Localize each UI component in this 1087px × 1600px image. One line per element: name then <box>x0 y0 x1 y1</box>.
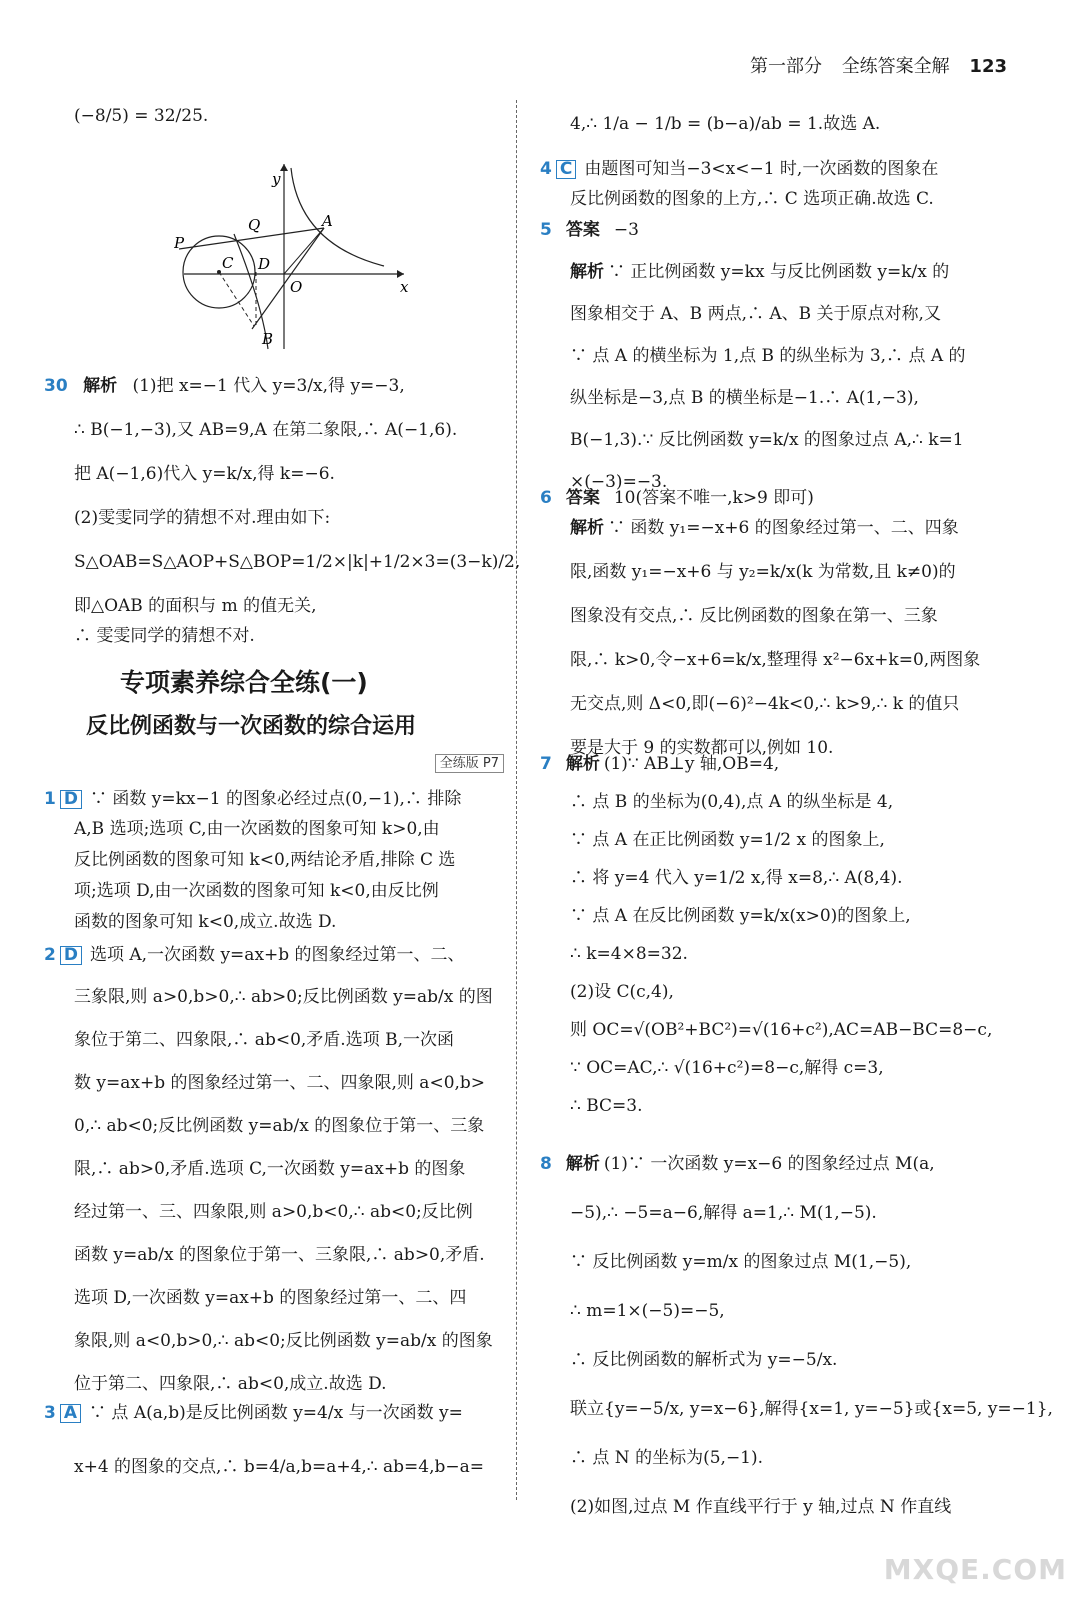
q2-line: 象位于第二、四象限,∴ ab<0,矛盾.选项 B,一次函 <box>74 1030 454 1050</box>
fig-y-label: y <box>272 170 281 188</box>
q2-line: 位于第二、四象限,∴ ab<0,成立.故选 D. <box>74 1374 387 1394</box>
q8-line: ∴ m=1×(−5)=−5, <box>570 1301 725 1321</box>
q2-line: 三象限,则 a>0,b>0,∴ ab>0;反比例函数 y=ab/x 的图 <box>74 987 493 1007</box>
header-section: 全练答案全解 <box>841 56 950 77</box>
q6-line: 无交点,则 Δ<0,即(−6)²−4k<0,∴ k>9,∴ k 的值只 <box>570 694 960 714</box>
q5-answer-tag: 答案 <box>565 220 600 240</box>
reference-tag: 全练版 P7 <box>435 754 504 771</box>
q7-analysis-tag: 解析 <box>565 754 600 774</box>
q2-line: 经过第一、三、四象限,则 a>0,b<0,∴ ab<0;反比例 <box>74 1202 473 1222</box>
q6-analysis-tag: 解析 <box>570 518 604 538</box>
q5-line-1 <box>540 264 949 281</box>
q7-line: ∵ 点 A 在反比例函数 y=k/x(x>0)的图象上, <box>570 906 911 926</box>
q6-line: 限,函数 y₁=−x+6 与 y₂=k/x(k 为常数,且 k≠0)的 <box>570 562 956 582</box>
q8-number: 8 <box>540 1154 552 1174</box>
q5-number: 5 <box>540 220 552 240</box>
q7-line: ∴ 将 y=4 代入 y=1/2 x,得 x=8,∴ A(8,4). <box>570 868 903 888</box>
q7-line: ∵ 点 A 在正比例函数 y=1/2 x 的图象上, <box>570 830 885 850</box>
q7-number: 7 <box>540 754 552 774</box>
q2-line: 象限,则 a<0,b>0,∴ ab<0;反比例函数 y=ab/x 的图象 <box>74 1331 493 1351</box>
q7-line: (2)设 C(c,4), <box>570 982 674 1002</box>
q8-line: ∴ 点 N 的坐标为(5,−1). <box>570 1448 764 1468</box>
q6-line: 图象没有交点,∴ 反比例函数的图象在第一、三象 <box>570 606 938 626</box>
fig-o-label: O <box>290 278 303 296</box>
q8-line: ∴ 反比例函数的解析式为 y=−5/x. <box>570 1350 838 1370</box>
section-title: 专项素养综合全练(一) <box>120 668 368 697</box>
q1-line: 函数的图象可知 k<0,成立.故选 D. <box>74 912 337 932</box>
q5-answer-line <box>540 222 639 239</box>
q5-line: ×(−3)=−3. <box>570 472 668 492</box>
fig-b-label: B <box>262 330 274 348</box>
q6-text: ∵ 函数 y₁=−x+6 的图象经过第一、二、四象 <box>608 518 959 538</box>
q7-line: ∵ OC=AC,∴ √(16+c²)=8−c,解得 c=3, <box>570 1058 884 1078</box>
q8-analysis-tag: 解析 <box>565 1154 600 1174</box>
q1-text: ∵ 函数 y=kx−1 的图象必经过点(0,−1),∴ 排除 <box>89 789 462 809</box>
q7-line: ∴ k=4×8=32. <box>570 944 688 964</box>
q1-line: 反比例函数的图象可知 k<0,两结论矛盾,排除 C 选 <box>74 850 456 870</box>
q7-line-1 <box>540 756 779 773</box>
q5-line: ∵ 点 A 的横坐标为 1,点 B 的纵坐标为 3,∴ 点 A 的 <box>570 346 966 366</box>
q2-line: 0,∴ ab<0;反比例函数 y=ab/x 的图象位于第一、三象 <box>74 1116 485 1136</box>
formula-line: (−8/5) = 32/25. <box>74 106 209 126</box>
q4-text: 由题图可知当−3<x<−1 时,一次函数的图象在 <box>584 159 939 179</box>
header-part: 第一部分 <box>749 56 822 77</box>
fig-p-label: P <box>174 234 185 252</box>
fig-x-label: x <box>400 278 409 296</box>
q6-line-1 <box>540 520 959 537</box>
q3-continuation: 4,∴ 1/a − 1/b = (b−a)/ab = 1.故选 A. <box>570 114 881 134</box>
q5-answer: −3 <box>613 220 639 240</box>
q5-line: B(−1,3).∵ 反比例函数 y=k/x 的图象过点 A,∴ k=1 <box>570 430 964 450</box>
q5-line: 纵坐标是−3,点 B 的横坐标是−1.∴ A(1,−3), <box>570 388 919 408</box>
fig-d-label: D <box>258 255 271 273</box>
q1-line: 项;选项 D,由一次函数的图象可知 k<0,由反比例 <box>74 881 439 901</box>
q1-line-1 <box>44 790 461 809</box>
q2-answer-box: D <box>60 946 82 965</box>
question-30: 30 解析 (1)把 x=−1 代入 y=3/x,得 y=−3, <box>44 376 405 396</box>
column-divider <box>516 100 517 1500</box>
q1-answer-box: D <box>60 790 82 809</box>
q6-answer: 10(答案不唯一,k>9 即可) <box>613 488 814 508</box>
q2-line: 数 y=ax+b 的图象经过第一、二、四象限,则 a<0,b> <box>74 1073 486 1093</box>
page-header <box>736 52 1007 78</box>
q8-line: (2)如图,过点 M 作直线平行于 y 轴,过点 N 作直线 <box>570 1497 952 1517</box>
q2-line-1 <box>44 946 465 965</box>
q8-text: (1)∵ 一次函数 y=x−6 的图象经过点 M(a, <box>603 1154 935 1174</box>
q8-line: ∵ 反比例函数 y=m/x 的图象过点 M(1,−5), <box>570 1252 912 1272</box>
fig-a-label: A <box>322 212 333 230</box>
q5-text: ∵ 正比例函数 y=kx 与反比例函数 y=k/x 的 <box>608 262 950 282</box>
q5-analysis-tag: 解析 <box>570 262 604 282</box>
q2-line: 选项 D,一次函数 y=ax+b 的图象经过第一、二、四 <box>74 1288 467 1308</box>
q2-line: 限,∴ ab>0,矛盾.选项 C,一次函数 y=ax+b 的图象 <box>74 1159 466 1179</box>
q4-number: 4 <box>540 159 552 179</box>
q4-answer-box: C <box>556 160 576 179</box>
q30-line: S△OAB=S△AOP+S△BOP=1/2×|k|+1/2×3=(3−k)/2, <box>74 552 521 572</box>
q6-line: 限,∴ k>0,令−x+6=k/x,整理得 x²−6x+k=0,两图象 <box>570 650 981 670</box>
q4-line: 反比例函数的图象的上方,∴ C 选项正确.故选 C. <box>570 189 934 209</box>
q3-text: ∵ 点 A(a,b)是反比例函数 y=4/x 与一次函数 y= <box>89 1403 463 1423</box>
q3-number: 3 <box>44 1403 56 1423</box>
q6-number: 6 <box>540 488 552 508</box>
q30-line: (2)雯雯同学的猜想不对.理由如下: <box>74 508 331 528</box>
watermark: MXQE.COM <box>883 1553 1067 1586</box>
q7-text: (1)∵ AB⊥y 轴,OB=4, <box>603 754 780 774</box>
q7-line: 则 OC=√(OB²+BC²)=√(16+c²),AC=AB−BC=8−c, <box>570 1020 993 1040</box>
q6-line: 要是大于 9 的实数都可以,例如 10. <box>570 738 834 758</box>
fig-c-label: C <box>222 254 234 272</box>
q2-text: 选项 A,一次函数 y=ax+b 的图象经过第一、二、 <box>89 945 465 965</box>
page-number: 123 <box>969 56 1007 77</box>
q30-line: 即△OAB 的面积与 m 的值无关, <box>74 596 317 616</box>
fig-q-label: Q <box>248 216 261 234</box>
q7-line: ∴ BC=3. <box>570 1096 643 1116</box>
q8-line: −5),∴ −5=a−6,解得 a=1,∴ M(1,−5). <box>570 1203 877 1223</box>
q4-line-1 <box>540 160 938 179</box>
q30-line: ∴ B(−1,−3),又 AB=9,A 在第二象限,∴ A(−1,6). <box>74 420 458 440</box>
q8-line: 联立{y=−5/x, y=x−6},解得{x=1, y=−5}或{x=5, y=−1}, <box>570 1399 1053 1419</box>
q2-number: 2 <box>44 945 56 965</box>
q6-answer-line <box>540 490 814 507</box>
q3-line: x+4 的图象的交点,∴ b=4/a,b=a+4,∴ ab=4,b−a= <box>74 1457 485 1477</box>
hyperbola-circle-figure <box>174 154 414 354</box>
q5-line: 图象相交于 A、B 两点,∴ A、B 关于原点对称,又 <box>570 304 941 324</box>
q7-line: ∴ 点 B 的坐标为(0,4),点 A 的纵坐标是 4, <box>570 792 894 812</box>
q6-answer-tag: 答案 <box>565 488 600 508</box>
q1-number: 1 <box>44 789 56 809</box>
q2-line: 函数 y=ab/x 的图象位于第一、三象限,∴ ab>0,矛盾. <box>74 1245 485 1265</box>
q3-answer-box: A <box>60 1404 81 1423</box>
section-subtitle: 反比例函数与一次函数的综合运用 <box>86 714 417 739</box>
q30-line: 把 A(−1,6)代入 y=k/x,得 k=−6. <box>74 464 335 484</box>
q8-line-1 <box>540 1156 935 1173</box>
q3-line-1 <box>44 1404 463 1423</box>
q30-line: ∴ 雯雯同学的猜想不对. <box>74 626 255 646</box>
q1-line: A,B 选项;选项 C,由一次函数的图象可知 k>0,由 <box>74 819 440 839</box>
